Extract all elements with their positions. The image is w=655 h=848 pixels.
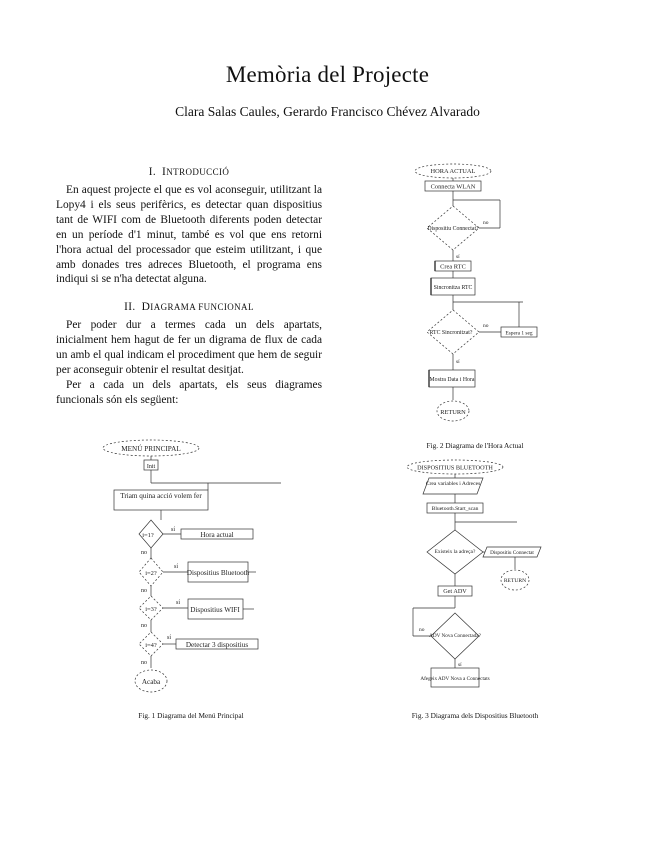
fig1-choose-label: Triam quina acció volem fer [120,492,202,500]
left-column [56,166,322,408]
fig3-end-label: RETURN [503,578,527,584]
fig3-start-label: DISPOSITIUS BLUETOOTH [417,464,493,472]
fig3-yes-label: sí [458,662,462,668]
fig1-yes-4: sí [167,635,172,641]
fig1-decision-3: i=3? [145,606,157,613]
fig1-start-label: MENÚ PRINCIPAL [121,445,181,453]
figure-2-flowchart [405,160,555,428]
fig1-no-4: no [141,660,147,666]
fig1-option-2: Dispositius Bluetooth [186,569,250,577]
fig2-sync-label: Sincronitza RTC [433,285,473,291]
fig3-declare-label: Crea variables i Adreces [425,481,481,487]
diagram-paragraph-2: Per a cada un dels apartats, els seus diagrames funcionals són els següent: [56,378,322,406]
fig3-scan-label: Bluetooth.Start_scan [431,506,479,512]
fig1-yes-2: sí [174,564,179,570]
section-heading-introduction [56,166,322,178]
fig2-yes-1: sí [456,254,460,260]
fig2-yes-2: sí [456,359,460,365]
fig1-end-label: Acaba [141,678,161,686]
fig2-decision-2: RTC Sincronitzat? [429,330,473,336]
fig1-no-1: no [141,550,147,556]
fig3-adv-label: Get ADV [443,588,467,595]
fig2-start-label: HORA ACTUAL [430,168,476,175]
fig2-show-label: Mostra Data i Hora [429,377,475,383]
figure-2-caption: Fig. 2 Diagrama de l'Hora Actual [426,441,524,450]
section-heading-diagram [56,301,322,313]
fig3-decision-1: Existeix la adreça? [434,549,476,555]
fig1-no-3: no [141,623,147,629]
section-heading-rest: NTRODUCCIÓ [166,167,230,177]
fig2-no-2: no [483,323,489,329]
figure-1-caption: Fig. 1 Diagrama del Menú Principal [138,711,244,720]
fig3-no-label: no [419,627,425,633]
fig2-no-1: no [483,220,489,226]
section-number: I. [148,166,157,178]
fig1-yes-3: sí [176,600,181,606]
fig1-decision-1: i=1? [142,532,154,539]
fig1-option-1: Hora actual [200,531,234,539]
fig2-connect-label: Connecta WLAN [430,183,476,191]
section-heading-initial: I [162,166,167,178]
fig1-yes-1: sí [171,527,176,533]
fig3-decision-2: ADV Nova Connectada? [429,633,481,639]
fig1-option-3: Dispositius WIFI [190,606,240,614]
fig2-decision-1: Dispositiu Connectat? [427,226,479,232]
fig3-result-label: Afegeix ADV Nova a Connectats [420,676,490,682]
fig1-option-4: Detectar 3 dispositius [185,641,249,649]
section-heading-initial: D [141,301,151,314]
paper-authors: Clara Salas Caules, Gerardo Francisco Chévez Alvarado [175,104,480,119]
diagram-paragraph-1: Per poder dur a termes cada un dels apartats, inicialment hem hagut de fer un digrama de flux de cada un amb el qual indicam el procediment que hem de seguir per aconseguir obtenir el resultat desitjat. [56,319,322,377]
figure-1-flowchart [96,436,286,701]
fig2-end-label: RETURN [440,409,466,416]
fig1-no-2: no [141,588,147,594]
fig3-store-label: Dispositiu Connectat [490,550,534,556]
section-heading-rest: IAGRAMA FUNCIONAL [150,302,254,313]
paper-title: Memòria del Projecte [225,62,430,87]
fig2-wait-label: Espera 1 seg [505,330,533,337]
figure-3-flowchart [405,456,555,696]
fig1-init-label: Init [146,464,156,470]
section-number: II. [124,301,136,314]
fig1-decision-4: i=4? [145,642,157,649]
introduction-paragraph: En aquest projecte el que es vol aconseguir, utilitzant la Lopy4 i els seus perifèrics, es detectar quan dispositius tant de WIFI com de Bluetooth diferents poden detectar en un període d'1 minut, també es vol que ens retorni l'hora actual del processador que esteim utilitzant, i que amb donades tres adreces Bluetooth, el programa ens indiqui si se n'ha detectat alguna. [56,184,322,286]
fig1-decision-2: i=2? [145,570,157,577]
figure-3-caption: Fig. 3 Diagrama dels Dispositius Bluetooth [411,711,539,720]
fig2-rtc-label: Crea RTC [440,263,466,271]
